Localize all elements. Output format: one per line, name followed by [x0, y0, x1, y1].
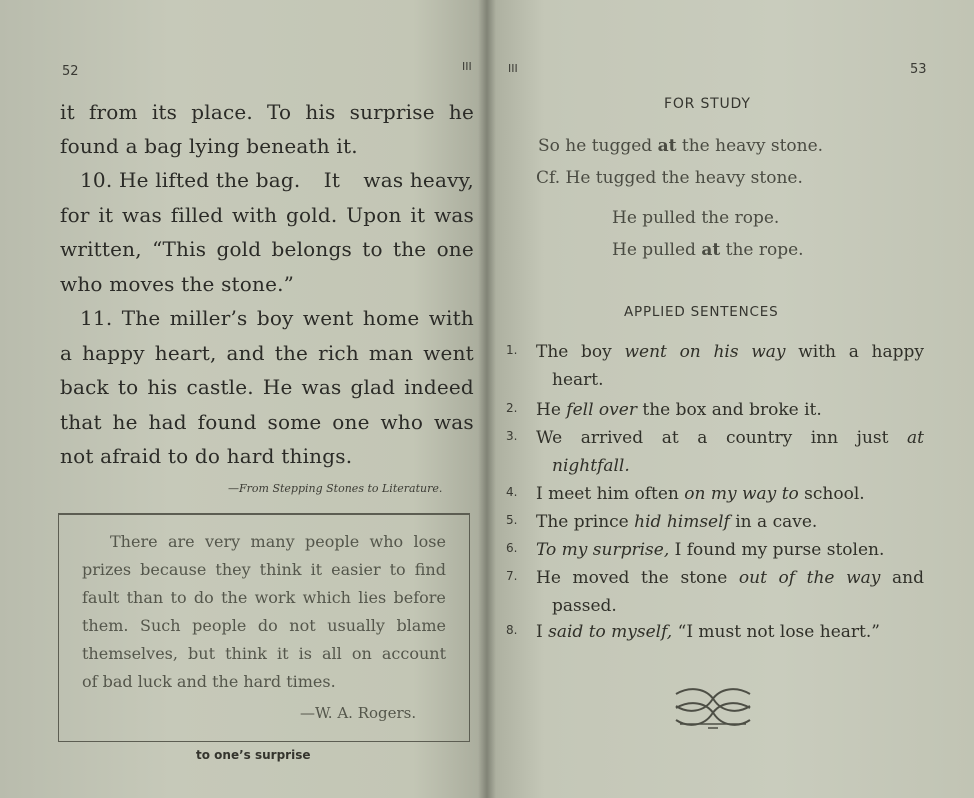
- quote-word: them.: [82, 616, 129, 635]
- sentence-line: [536, 484, 865, 504]
- paragraph-line: [60, 203, 474, 227]
- sentence-italic-phrase: his: [713, 342, 739, 362]
- sentence-continuation: nightfall.: [552, 456, 630, 476]
- study-text: the rope.: [720, 240, 804, 260]
- sentence-italic-phrase: way: [846, 568, 881, 588]
- sentence-number: 8.: [506, 623, 518, 637]
- quote-word: all: [322, 644, 342, 663]
- paragraph-word: he: [112, 410, 138, 434]
- paragraph-word: some: [267, 410, 322, 434]
- sentence-text: We: [536, 428, 563, 448]
- quote-word: work: [254, 588, 296, 607]
- quote-word: to: [170, 588, 187, 607]
- sentence-number: 3.: [506, 429, 518, 443]
- sentence-line: [536, 540, 884, 560]
- sentence-italic-phrase: To my surprise,: [536, 540, 670, 560]
- paragraph-word: indeed: [404, 375, 474, 399]
- quote-word: usually: [327, 616, 385, 635]
- paragraph-word: belongs: [271, 237, 352, 261]
- sentence-number: 7.: [506, 569, 518, 583]
- sentence-text: happy: [871, 342, 924, 362]
- quote-word: easier: [331, 560, 381, 579]
- quote-word: There: [110, 532, 158, 551]
- paragraph-word: had: [148, 410, 187, 434]
- paragraph-word: the: [274, 341, 309, 365]
- paragraph-word: one: [332, 410, 370, 434]
- paragraph-line: [60, 341, 474, 365]
- paragraph-word: glad: [350, 375, 396, 399]
- sentence-italic-phrase: said to myself,: [548, 622, 673, 642]
- sentence-italic-phrase: of: [778, 568, 796, 588]
- section-marker-right: III: [508, 62, 518, 75]
- sentence-number: 6.: [506, 541, 518, 555]
- sentence-text: He: [536, 568, 561, 588]
- paragraph-word: It: [323, 168, 341, 192]
- quote-word: many: [250, 532, 295, 551]
- phrase-caption: to one’s surprise: [196, 748, 311, 762]
- quote-word: people: [304, 532, 360, 551]
- quote-word: think: [225, 644, 267, 663]
- paragraph-word: 11.: [80, 306, 113, 330]
- paragraph-word: was: [434, 203, 474, 227]
- credit-prefix: —From: [228, 482, 273, 495]
- paragraph-word: not afraid to do hard things.: [60, 444, 353, 468]
- paragraph-line: [60, 134, 358, 158]
- sentence-line: [536, 512, 817, 532]
- section-marker-left: III: [462, 60, 472, 73]
- quote-word: themselves,: [82, 644, 178, 663]
- sentence-italic-phrase: on my way to: [684, 484, 799, 504]
- paragraph-line: [60, 444, 352, 468]
- paragraph-word: was: [122, 203, 162, 227]
- quote-word: of bad luck and the hard times.: [82, 672, 336, 691]
- sentence-italic-phrase: on: [679, 342, 701, 362]
- sentence-line: [536, 568, 924, 588]
- paragraph-line: [60, 237, 474, 261]
- quote-word: to: [389, 560, 406, 579]
- paragraph-word: gold.: [286, 203, 338, 227]
- sentence-continuation: heart.: [552, 370, 604, 390]
- paragraph-word: went: [302, 306, 354, 330]
- sentence-text: The prince: [536, 512, 635, 532]
- paragraph-word: happy: [82, 341, 145, 365]
- quote-line: [110, 532, 446, 551]
- sentence-text: school.: [798, 484, 865, 504]
- sentence-text: I: [536, 622, 549, 642]
- sentence-italic-phrase: at: [907, 428, 924, 448]
- quote-word: very: [204, 532, 241, 551]
- quote-word: is: [298, 644, 312, 663]
- quote-word: they: [215, 560, 251, 579]
- sentence-text: The: [536, 342, 569, 362]
- quote-word: people: [192, 616, 247, 635]
- paragraph-word: to: [117, 375, 139, 399]
- paragraph-word: who: [380, 410, 424, 434]
- quote-word: think: [259, 560, 302, 579]
- paragraph-word: written,: [60, 237, 142, 261]
- paragraph-word: its: [151, 100, 178, 124]
- paragraph-word: gold: [216, 237, 262, 261]
- sentence-text: at: [661, 428, 679, 448]
- quote-word: before: [393, 588, 446, 607]
- study-emphasis: at: [701, 240, 721, 260]
- study-text: Cf. He tugged the heavy stone.: [536, 168, 803, 188]
- paragraph-line: [80, 168, 474, 192]
- quote-word: account: [381, 644, 446, 663]
- sentence-italic-phrase: out: [738, 568, 767, 588]
- quote-line: [82, 560, 446, 579]
- paragraph-word: went: [423, 341, 474, 365]
- quote-word: do: [193, 588, 214, 607]
- applied-sentences-heading: APPLIED SENTENCES: [624, 304, 779, 320]
- paragraph-word: “This: [152, 237, 207, 261]
- paragraph-line: [60, 272, 294, 296]
- paragraph-word: found a bag lying beneath it.: [60, 134, 358, 158]
- sentence-text: country: [725, 428, 793, 448]
- paragraph-word: and: [226, 341, 265, 365]
- paragraph-word: castle.: [186, 375, 254, 399]
- paragraph-line: [80, 306, 474, 330]
- quote-word: not: [289, 616, 316, 635]
- quote-line: [82, 588, 446, 607]
- study-text: He pulled the rope.: [612, 208, 780, 228]
- quote-word: are: [167, 532, 195, 551]
- sentence-text: arrived: [580, 428, 644, 448]
- sentence-text: with: [798, 342, 837, 362]
- book-gutter: [478, 0, 496, 798]
- sentence-text: a: [697, 428, 708, 448]
- sentence-italic-phrase: went: [624, 342, 667, 362]
- quote-word: on: [351, 644, 372, 663]
- quote-word: lies: [358, 588, 387, 607]
- sentence-number: 1.: [506, 343, 518, 357]
- quote-word: do: [257, 616, 278, 635]
- study-example-line: [536, 168, 803, 188]
- sentence-line: [536, 428, 924, 448]
- quote-word: but: [188, 644, 216, 663]
- paragraph-word: was: [301, 375, 342, 399]
- paragraph-word: was: [433, 410, 474, 434]
- quote-author: —W. A. Rogers.: [300, 704, 417, 722]
- right-page: [486, 0, 974, 798]
- study-example-line: [612, 208, 779, 228]
- paragraph-word: he: [448, 100, 474, 124]
- study-emphasis: at: [657, 136, 677, 156]
- paragraph-word: The: [121, 306, 161, 330]
- paragraph-word: back: [60, 375, 109, 399]
- paragraph-word: a: [60, 341, 73, 365]
- quote-word: prizes: [82, 560, 132, 579]
- sentence-text: the box and broke it.: [636, 400, 822, 420]
- paragraph-word: place.: [191, 100, 253, 124]
- quote-word: fault: [82, 588, 120, 607]
- knotwork-ornament-icon: [670, 684, 756, 732]
- sentence-text: stone: [680, 568, 728, 588]
- sentence-text: inn: [810, 428, 839, 448]
- sentence-number: 5.: [506, 513, 518, 527]
- paragraph-word: was heavy,: [363, 168, 474, 192]
- sentence-line: [536, 342, 924, 362]
- paragraph-word: He: [262, 375, 293, 399]
- paragraph-word: surprise: [349, 100, 435, 124]
- quote-word: the: [221, 588, 248, 607]
- page-number-left: 52: [62, 64, 79, 79]
- quote-word: who: [369, 532, 404, 551]
- paragraph-word: rich: [318, 341, 359, 365]
- paragraph-word: found: [197, 410, 257, 434]
- sentence-number: 2.: [506, 401, 518, 415]
- credit-title: Stepping Stones to Literature.: [272, 482, 443, 495]
- sentence-text: the: [641, 568, 669, 588]
- paragraph-word: miller’s: [169, 306, 248, 330]
- paragraph-word: that: [60, 410, 102, 434]
- for-study-heading: FOR STUDY: [664, 96, 751, 112]
- quote-word: it: [277, 644, 289, 663]
- paragraph-word: the: [392, 237, 427, 261]
- paragraph-line: [60, 100, 474, 124]
- sentence-number: 4.: [506, 485, 518, 499]
- paragraph-word: to: [362, 237, 383, 261]
- quote-line: [82, 672, 336, 691]
- study-text: He pulled: [612, 240, 702, 260]
- sentence-continuation: passed.: [552, 596, 617, 616]
- quote-word: Such: [140, 616, 181, 635]
- sentence-text: “I must not lose heart.”: [672, 622, 880, 642]
- quote-word: blame: [396, 616, 446, 635]
- paragraph-word: it: [60, 100, 75, 124]
- paragraph-word: man: [368, 341, 414, 365]
- paragraph-word: Upon: [346, 203, 402, 227]
- sentence-italic-phrase: hid himself: [634, 512, 730, 532]
- study-example-line: [612, 240, 804, 260]
- paragraph-word: with: [232, 203, 278, 227]
- quote-word: lose: [413, 532, 446, 551]
- sentence-text: moved: [572, 568, 630, 588]
- paragraph-line: [60, 410, 474, 434]
- paragraph-word: his: [147, 375, 178, 399]
- sentence-italic-phrase: the: [806, 568, 835, 588]
- paragraph-word: who moves the stone.”: [60, 272, 295, 296]
- sentence-text: just: [856, 428, 889, 448]
- sentence-text: He: [536, 400, 567, 420]
- paragraph-word: it: [98, 203, 114, 227]
- quote-word: it: [310, 560, 323, 579]
- sentence-italic-phrase: way: [751, 342, 786, 362]
- paragraph-word: heart,: [154, 341, 217, 365]
- source-credit: [228, 482, 442, 495]
- quote-word: because: [140, 560, 207, 579]
- sentence-line: [536, 622, 880, 642]
- study-example-line: [538, 136, 823, 156]
- paragraph-word: one: [436, 237, 474, 261]
- quote-word: which: [302, 588, 351, 607]
- left-page: [0, 0, 486, 798]
- paragraph-word: with: [428, 306, 474, 330]
- study-text: So he tugged: [538, 136, 658, 156]
- paragraph-word: his: [305, 100, 336, 124]
- sentence-text: and: [892, 568, 924, 588]
- sentence-text: a: [848, 342, 859, 362]
- page-number-right: 53: [910, 62, 927, 77]
- paragraph-word: 10. He lifted the bag.: [80, 168, 301, 192]
- paragraph-word: To: [267, 100, 292, 124]
- quote-line: [82, 616, 446, 635]
- sentence-text: boy: [581, 342, 612, 362]
- quote-word: find: [414, 560, 446, 579]
- study-text: the heavy stone.: [676, 136, 824, 156]
- paragraph-word: from: [88, 100, 138, 124]
- paragraph-word: filled: [170, 203, 224, 227]
- paragraph-word: home: [362, 306, 420, 330]
- sentence-text: I found my purse stolen.: [669, 540, 885, 560]
- quote-word: than: [126, 588, 164, 607]
- paragraph-word: it: [410, 203, 426, 227]
- sentence-line: [536, 400, 822, 420]
- quote-line: [82, 644, 446, 663]
- sentence-text: I meet him often: [536, 484, 685, 504]
- sentence-text: in a cave.: [729, 512, 818, 532]
- paragraph-word: boy: [256, 306, 294, 330]
- paragraph-line: [60, 375, 474, 399]
- paragraph-word: for: [60, 203, 90, 227]
- sentence-italic-phrase: fell over: [566, 400, 637, 420]
